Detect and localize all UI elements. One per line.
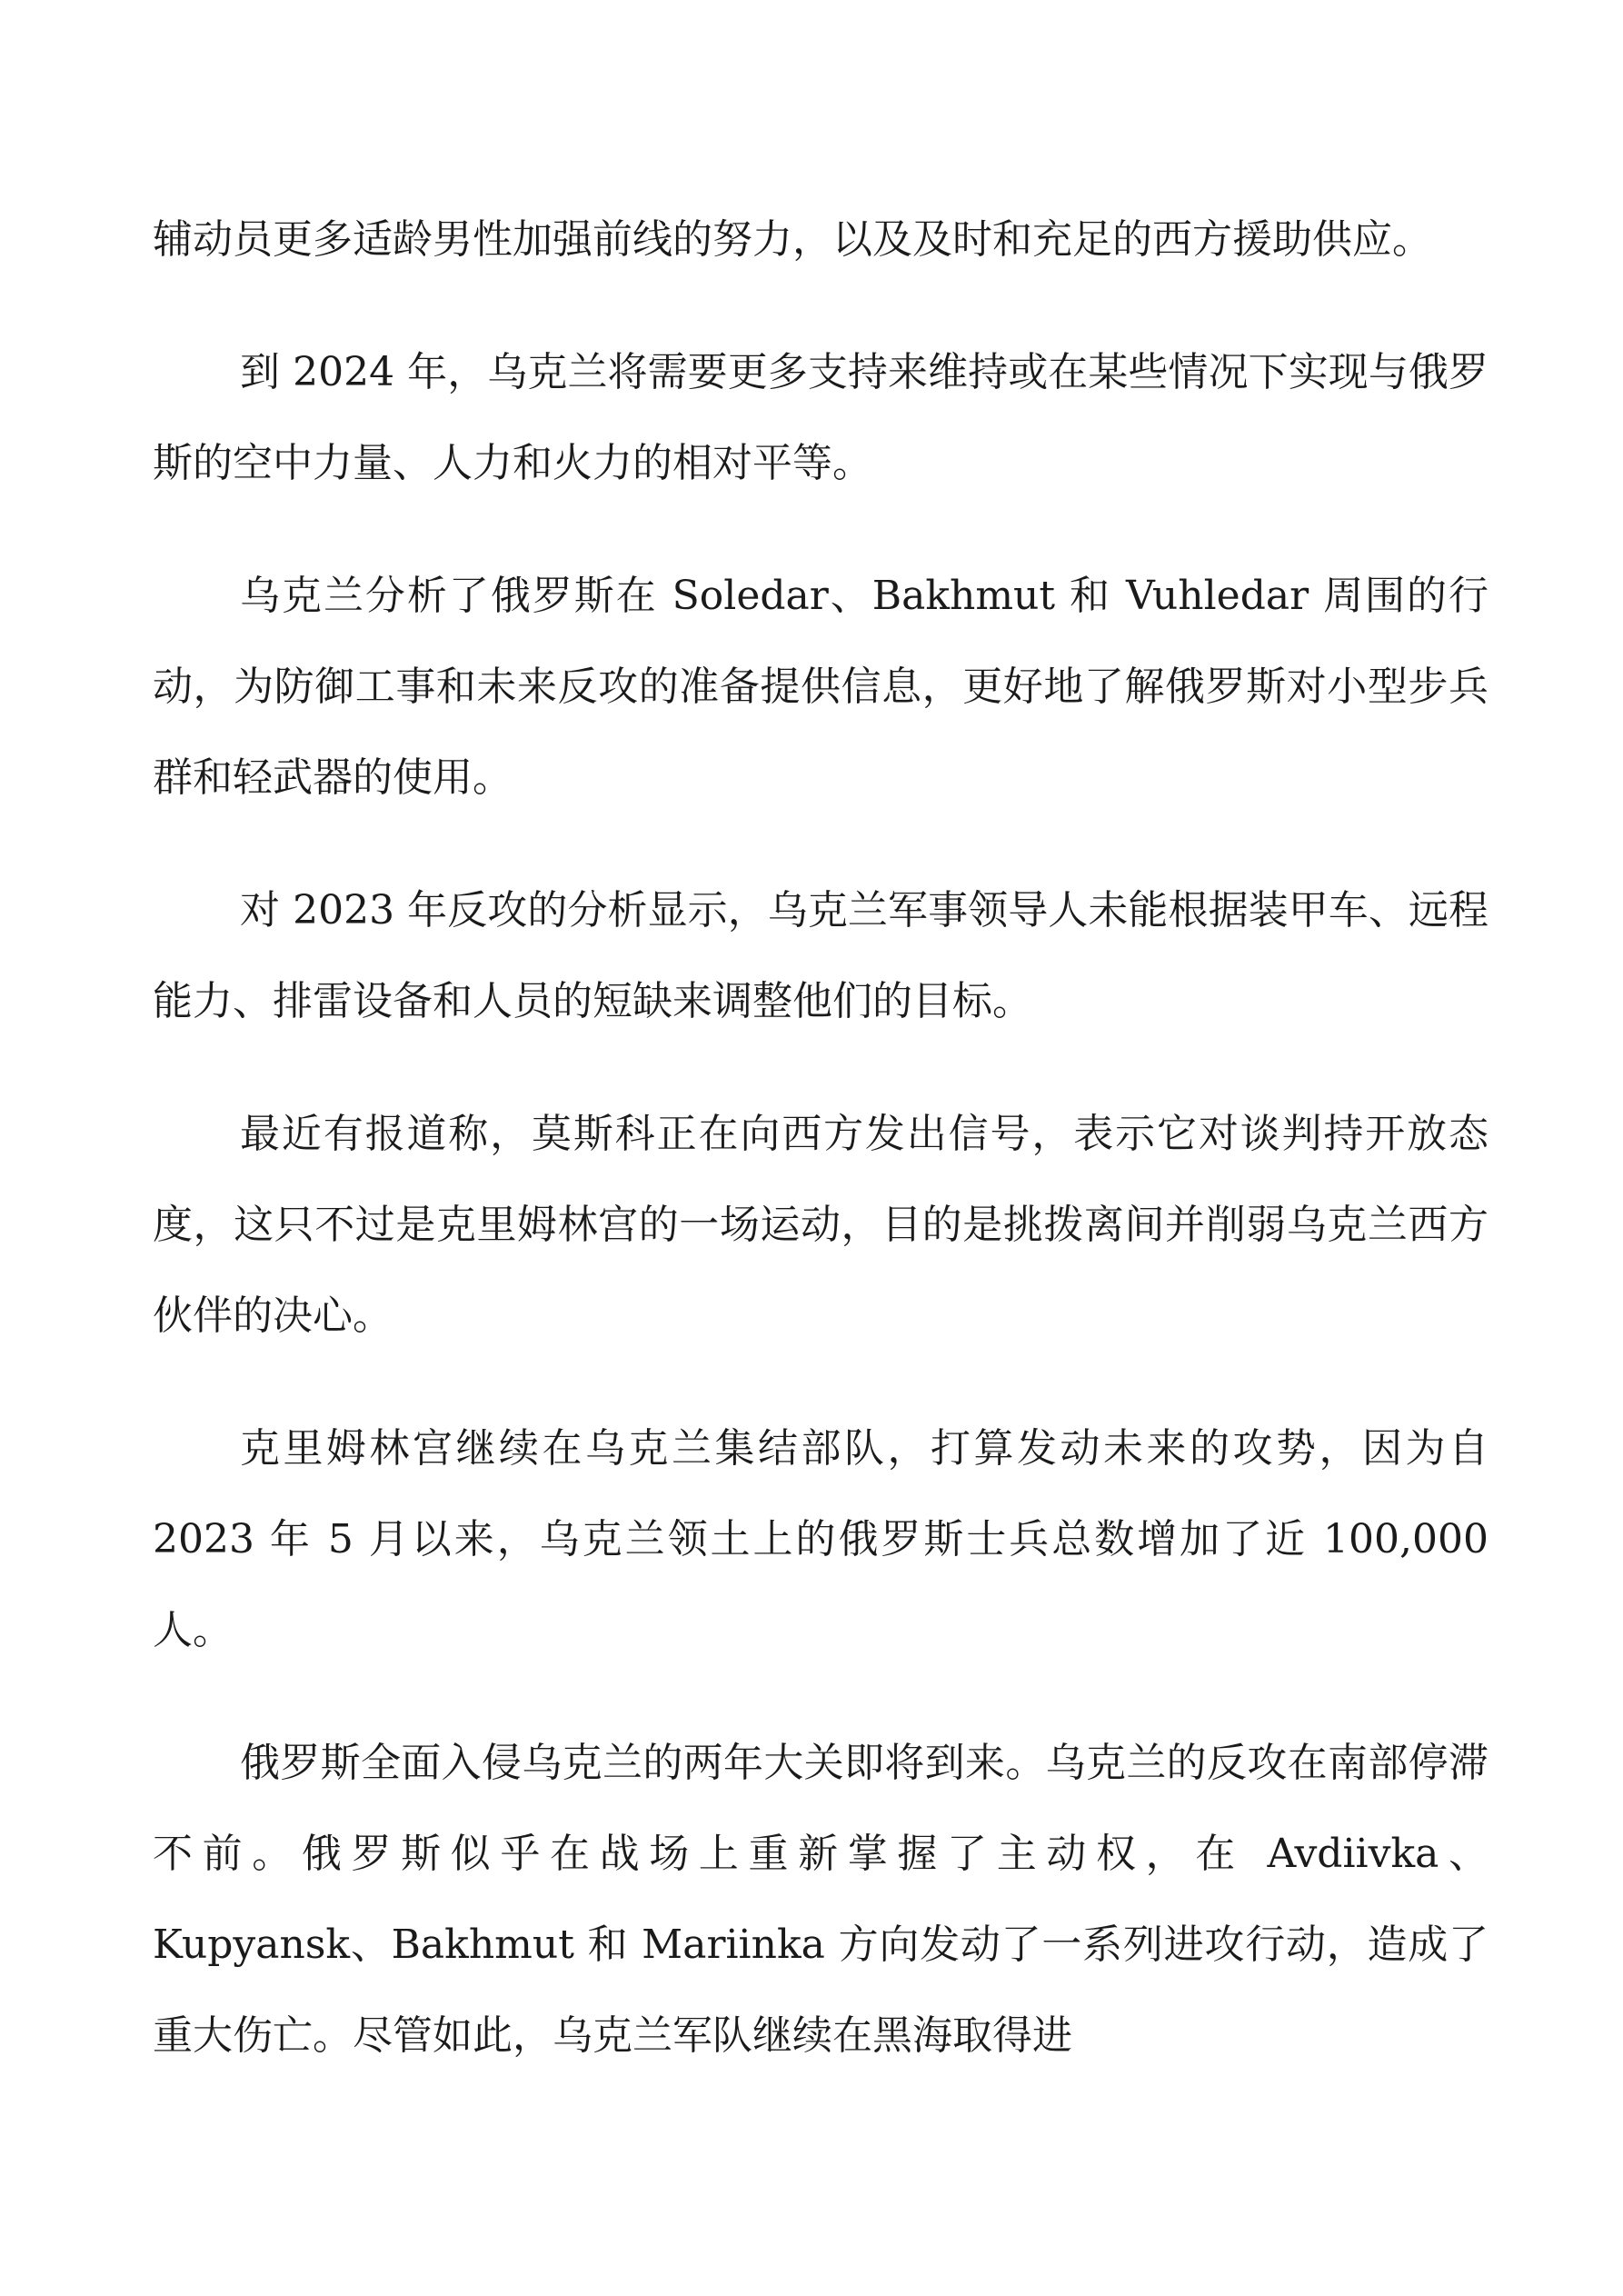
paragraph: 乌克兰分析了俄罗斯在 Soledar、Bakhmut 和 Vuhledar 周围的行动，为防御工事和未来反攻的准备提供信息，更好地了解俄罗斯对小型步兵群和轻武器的使用。 (153, 573, 1489, 801)
paragraph: 克里姆林宫继续在乌克兰集结部队，打算发动未来的攻势，因为自 2023 年 5 月以来，乌克兰领土上的俄罗斯士兵总数增加了近 100,000 人。 (153, 1425, 1489, 1653)
paragraph-continued: 辅动员更多适龄男性加强前线的努力，以及及时和充足的西方援助供应。 (153, 216, 1432, 263)
paragraph: 俄罗斯全面入侵乌克兰的两年大关即将到来。乌克兰的反攻在南部停滞不前。俄罗斯似乎在战场上重新掌握了主动权，在 Avdiivka、Kupyansk、Bakhmut 和 Mariinka 方向发动了一系列进攻行动，造成了重大伤亡。尽管如此，乌克兰军队继续在黑海取得进 (153, 1740, 1489, 2059)
paragraph: 到 2024 年，乌克兰将需要更多支持来维持或在某些情况下实现与俄罗斯的空中力量、人力和火力的相对平等。 (153, 349, 1489, 486)
body-text (153, 195, 1489, 2123)
paragraph: 最近有报道称，莫斯科正在向西方发出信号，表示它对谈判持开放态度，这只不过是克里姆林宫的一场运动，目的是挑拨离间并削弱乌克兰西方伙伴的决心。 (153, 1111, 1489, 1339)
paragraph: 对 2023 年反攻的分析显示，乌克兰军事领导人未能根据装甲车、远程能力、排雷设备和人员的短缺来调整他们的目标。 (153, 887, 1489, 1024)
